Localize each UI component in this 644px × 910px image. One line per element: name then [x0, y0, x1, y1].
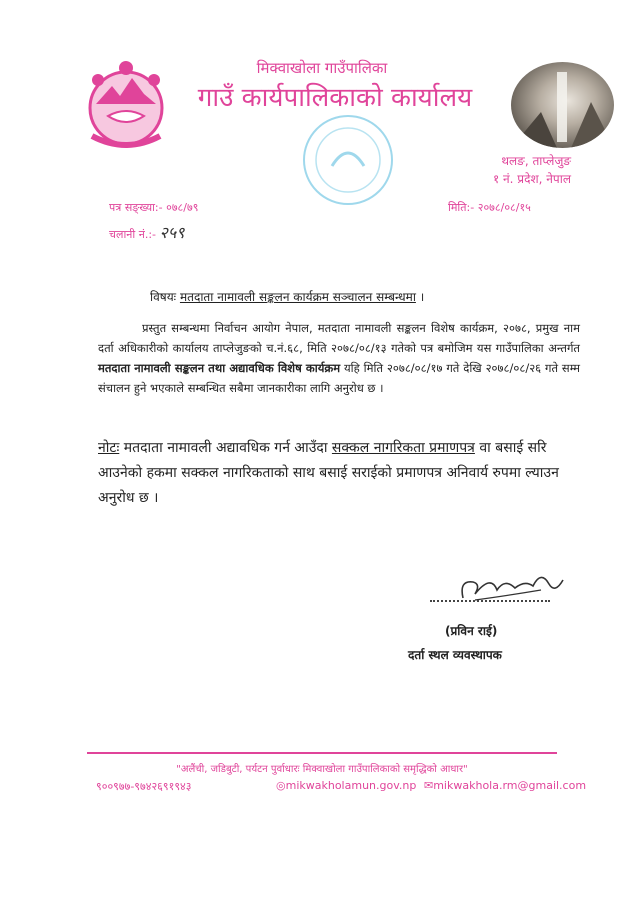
- dispatch-number: [109, 221, 185, 243]
- subject-label: विषयः: [150, 290, 177, 304]
- date-label: मिति:-: [448, 201, 475, 214]
- note-text-b: वा बसाई सरि आउनेको हकमा सक्कल नागरिकताको साथ बसाई सराईको प्रमाणपत्र अनिवार्य रुपमा ल्याउन अनुरोध छ ।: [98, 440, 559, 506]
- signature-line: [430, 600, 550, 602]
- official-stamp: [298, 110, 398, 210]
- dispatch-label: चलानी नं.:-: [109, 228, 157, 241]
- dispatch-value: २५९: [159, 223, 185, 242]
- signatory-role: दर्ता स्थल व्यवस्थापक: [408, 648, 502, 662]
- subject-text: मतदाता नामावली सङ्कलन कार्यक्रम सञ्चालन सम्बन्धमा: [179, 290, 416, 304]
- footer-phone: ९००९७७-९७४२६९१९४३: [96, 780, 192, 793]
- body-program-name: मतदाता नामावली सङ्कलन तथा अद्यावधिक विशेष कार्यक्रम: [98, 361, 341, 375]
- note-label: नोटः: [98, 440, 120, 456]
- body-text-b: यहि मिति २०७८/०८/१७ गते देखि २०७८/०८/२६ गते सम्म संचालन हुने भएकाले सम्बन्धित सबैमा जानकारीका लागि अनुरोध छ ।: [98, 361, 581, 395]
- reference-value: ०७८/७९: [166, 201, 199, 214]
- municipality-name: मिक्वाखोला गाउँपालिका: [256, 59, 388, 77]
- globe-icon: ◎: [276, 779, 286, 792]
- date-value: २०७८/०८/१५: [477, 201, 531, 214]
- footer-email: [424, 779, 586, 792]
- note-paragraph: [98, 436, 580, 511]
- note-text-a: मतदाता नामावली अद्यावधिक गर्न आउँदा: [123, 440, 328, 456]
- body-paragraph: [98, 318, 580, 398]
- signatory-name: (प्रविन राई): [445, 624, 498, 638]
- footer-slogan: "अलैंची, जडिबुटी, पर्यटन पुर्वाधारः मिक्वाखोला गाउँपालिकाको समृद्धिको आधार": [176, 764, 468, 775]
- address-line-1: थलङ, ताप्लेजुङ: [501, 154, 571, 168]
- address-line-2: १ नं. प्रदेश, नेपाल: [492, 172, 571, 186]
- reference-label: पत्र सङ्ख्या:-: [109, 201, 163, 214]
- subject-end: ।: [419, 290, 425, 304]
- office-title: गाउँ कार्यपालिकाको कार्यालय: [197, 83, 473, 113]
- email-text: mikwakhola.rm@gmail.com: [433, 779, 587, 792]
- mail-icon: ✉: [424, 779, 434, 792]
- subject-line: [150, 288, 424, 305]
- body-text-a: प्रस्तुत सम्बन्धमा निर्वाचन आयोग नेपाल, मतदाता नामावली सङ्कलन विशेष कार्यक्रम, २०७८, प्रमुख नाम दर्ता अधिकारीको कार्यालय ताप्लेजुङको च.नं.६८, मिति २०७८/०८/१३ गतेको पत्र बमोजिम यस गाउँपालिका अन्तर्गत: [98, 321, 580, 355]
- letter-date: [448, 200, 531, 215]
- website-text: mikwakholamun.gov.np: [285, 779, 417, 792]
- waterfall-photo: [511, 62, 614, 148]
- handwritten-signature: [445, 560, 565, 612]
- note-citizenship-certificate: सक्कल नागरिकता प्रमाणपत्र: [331, 440, 475, 456]
- reference-number: [109, 200, 198, 215]
- footer-divider: [87, 752, 557, 754]
- footer-website: [276, 779, 416, 792]
